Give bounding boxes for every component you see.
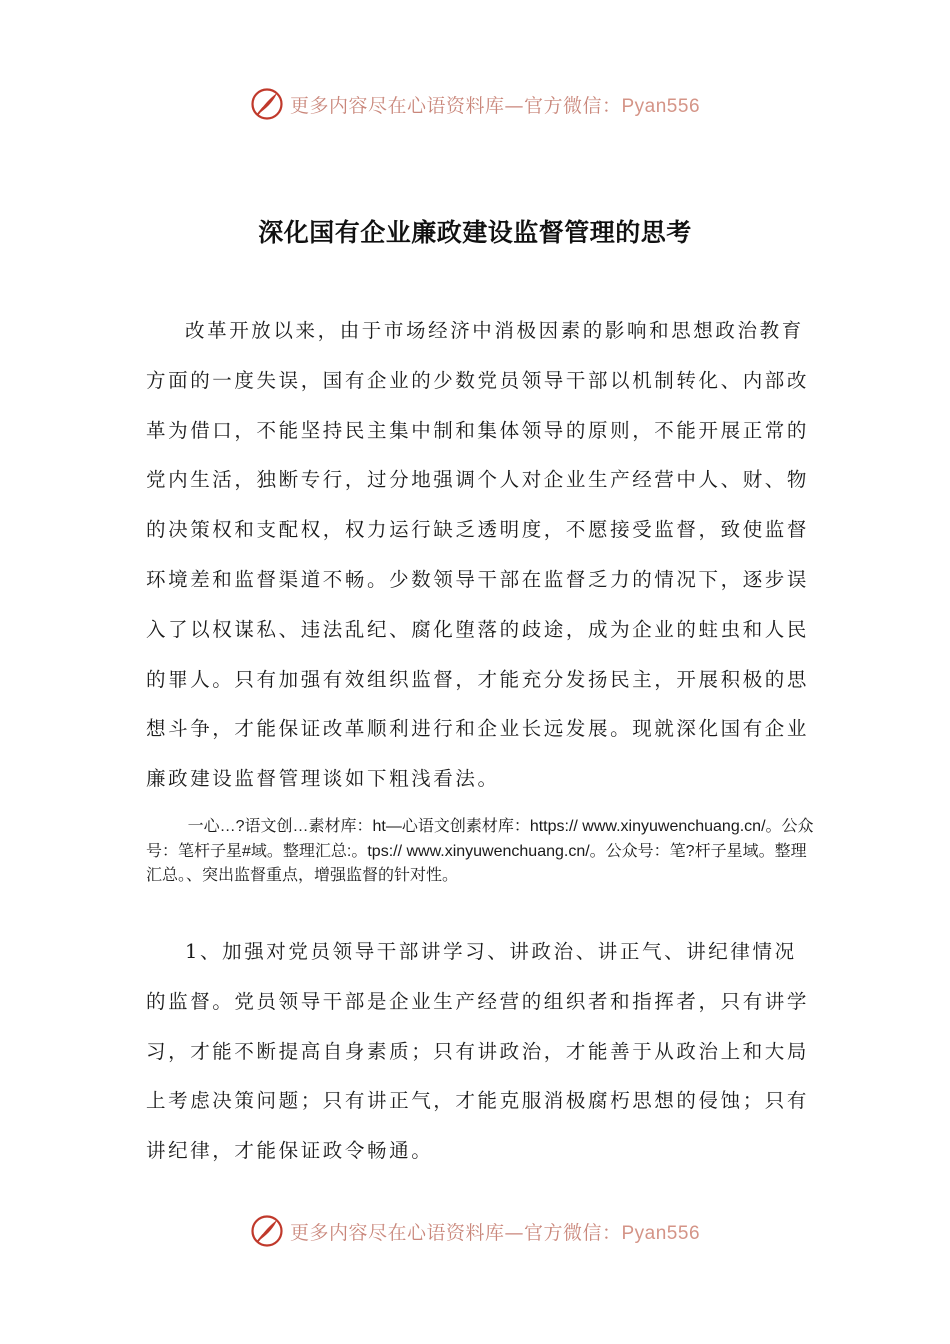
banner-text [290,1218,700,1245]
banner-wechat-id: Pyan556 [621,95,701,117]
banner-label: 更多内容尽在心语资料库—官方微信： [289,94,622,117]
body-note: 一心…?语文创…素材库：ht—心语文创素材库：https:// www.xinyuwenchuang.cn/。公众号：笔杆子星#域。整理汇总:。tps:// www.xinyuwenchuang.cn/。公众号：笔?杆子星域。整理汇总。、突出监督重点，增强监督的针对性。 [146,818,814,884]
body-paragraph-point-1: 1、加强对党员领导干部讲学习、讲政治、讲正气、讲纪律情况的监督。党员领导干部是企业生产经营的组织者和指挥者，只有讲学习，才能不断提高自身素质；只有讲政治，才能善于从政治上和大局上考虑决策问题；只有讲正气，才能克服消极腐朽思想的侵蚀；只有讲纪律，才能保证政令畅通。 [146,940,810,1163]
quill-logo-icon [250,1214,284,1248]
document-title: 深化国有企业廉政建设监督管理的思考 [258,218,692,247]
banner-wechat-id: Pyan556 [621,1222,701,1244]
quill-logo-icon [250,87,284,121]
banner-text [290,91,700,118]
body-paragraph-intro: 改革开放以来，由于市场经济中消极因素的影响和思想政治教育方面的一度失误，国有企业的少数党员领导干部以机制转化、内部改革为借口，不能坚持民主集中制和集体领导的原则，不能开展正常的党内生活，独断专行，过分地强调个人对企业生产经营中人、财、物的决策权和支配权，权力运行缺乏透明度，不愿接受监督，致使监督环境差和监督渠道不畅。少数领导干部在监督乏力的情况下，逐步误入了以权谋私、违法乱纪、腐化堕落的歧途，成为企业的蛀虫和人民的罪人。只有加强有效组织监督，才能充分发扬民主，开展积极的思想斗争，才能保证改革顺利进行和企业长远发展。现就深化国有企业廉政建设监督管理谈如下粗浅看法。 [146,319,810,791]
footer-banner [0,1211,950,1251]
banner-label: 更多内容尽在心语资料库—官方微信： [289,1221,622,1244]
header-banner [0,84,950,124]
